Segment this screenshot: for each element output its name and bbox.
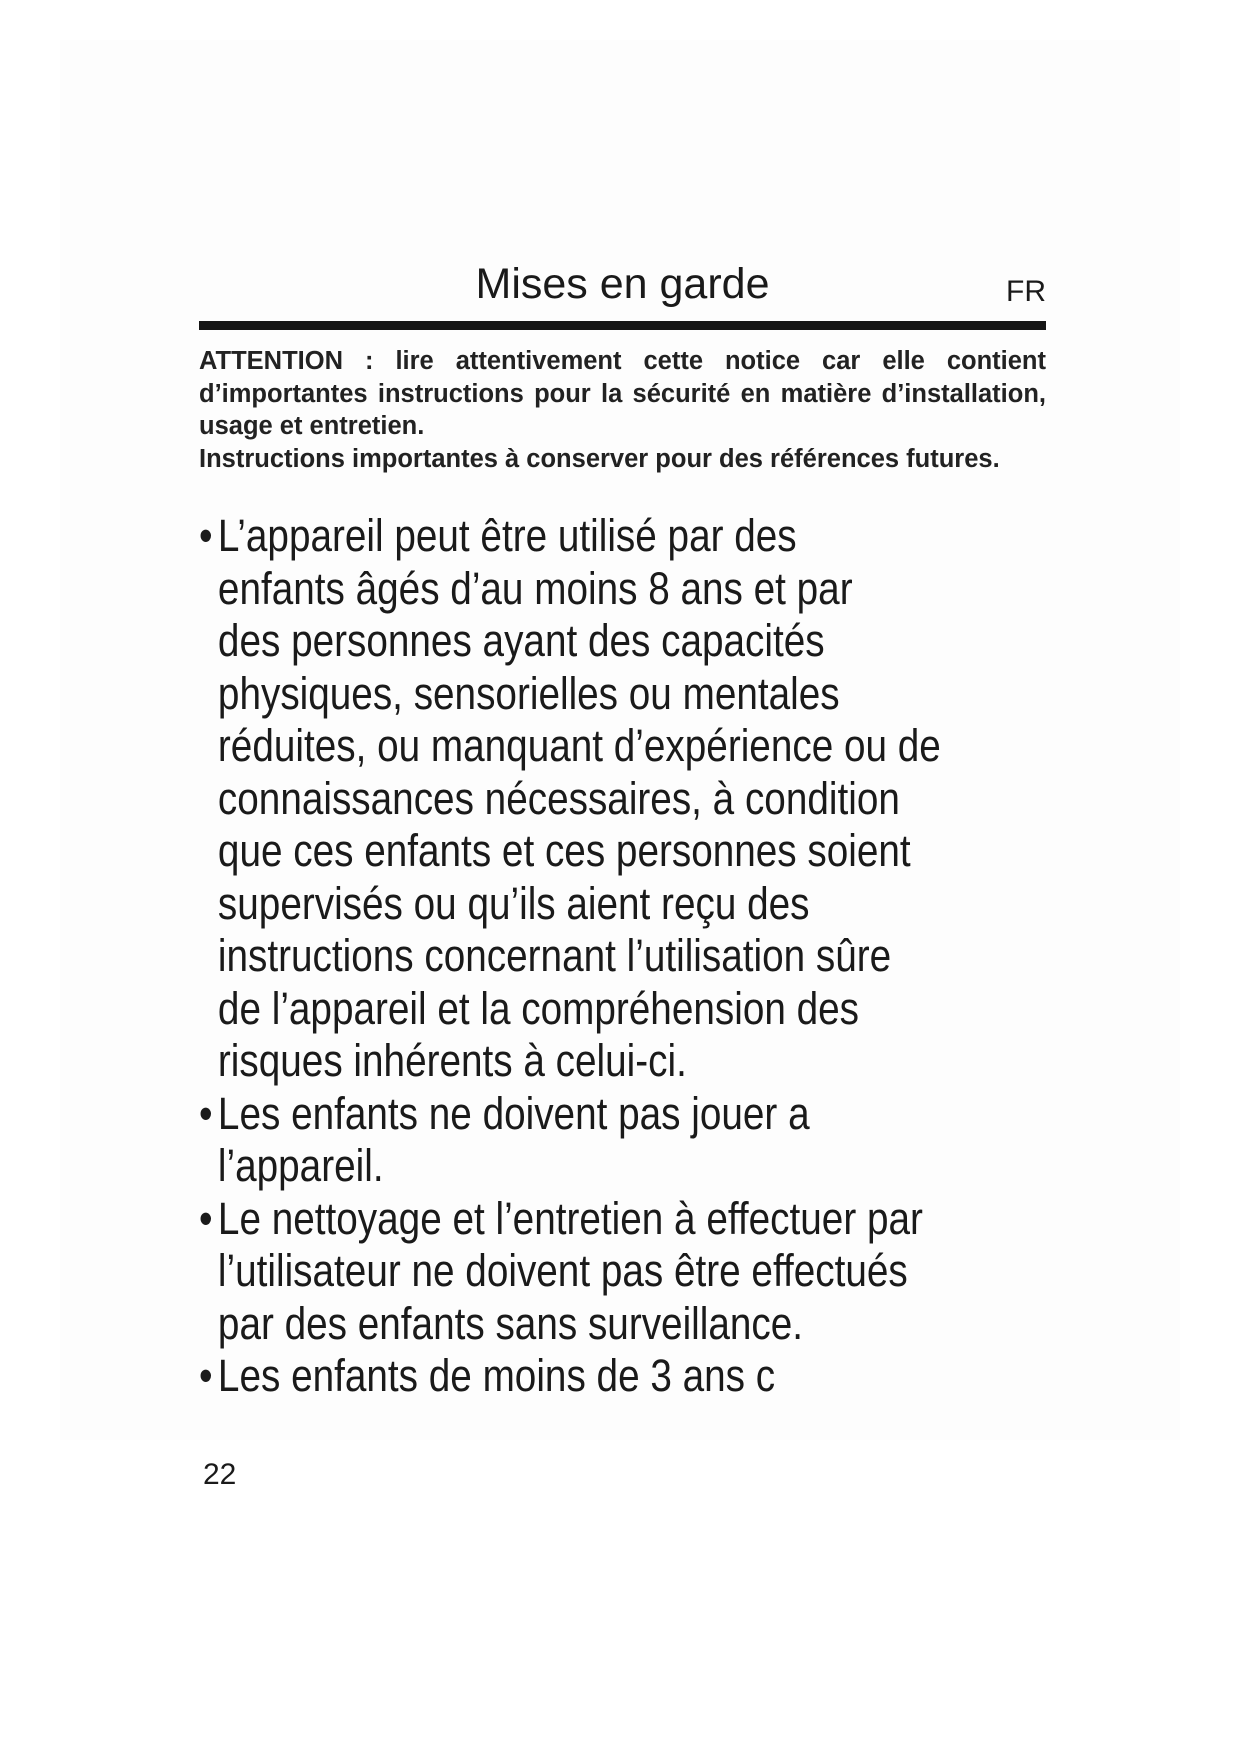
warning-line: instructions concernant l’utilisation sûre <box>217 930 892 981</box>
warnings-list <box>199 510 1059 1403</box>
attention-notice <box>199 345 1046 475</box>
warning-line: Les enfants ne doivent pas jouer a <box>217 1087 810 1139</box>
warning-text: L’appareil peut être utilisé par des <box>217 510 797 561</box>
warning-line: supervisés ou qu’ils aient reçu des <box>217 877 810 929</box>
bullet-marker: • <box>199 1192 213 1244</box>
warning-line: risques inhérents à celui-ci. <box>217 1035 687 1086</box>
warning-item <box>199 510 1059 1088</box>
warning-line: l’appareil. <box>217 1140 384 1191</box>
page-header <box>199 255 1046 315</box>
bullet-marker: • <box>199 1350 213 1401</box>
warning-line: Le nettoyage et l’entretien à effectuer par <box>217 1192 923 1244</box>
bullet-marker: • <box>199 1087 213 1139</box>
warning-item <box>199 1088 1059 1193</box>
warning-line: Les enfants de moins de 3 ans c <box>217 1350 776 1401</box>
bullet-marker: • <box>199 510 213 561</box>
warning-line: des personnes ayant des capacités <box>217 615 825 666</box>
warning-item <box>199 1350 1059 1403</box>
warning-line: physiques, sensorielles ou mentales <box>217 667 840 719</box>
warning-line: l’utilisateur ne doivent pas être effectués <box>217 1245 908 1296</box>
page-number: 22 <box>203 1458 237 1491</box>
warning-line: que ces enfants et ces personnes soient <box>217 825 911 876</box>
warning-line: de l’appareil et la compréhension des <box>217 982 860 1034</box>
warning-item <box>199 1193 1059 1351</box>
warning-line: réduites, ou manquant d’expérience ou de <box>217 720 941 771</box>
warning-line: enfants âgés d’au moins 8 ans et par <box>217 562 853 614</box>
warning-line: par des enfants sans surveillance. <box>217 1297 804 1349</box>
attention-paragraph: ATTENTION : lire attentivement cette notice car elle contient d’importantes instructions pour la sécurité en matière d’installation, usage et entretien. <box>199 347 1046 440</box>
header-divider <box>199 321 1046 330</box>
warning-line <box>218 510 934 563</box>
warning-line: connaissances nécessaires, à condition <box>217 772 900 824</box>
language-code: FR <box>1006 275 1046 308</box>
page-title: Mises en garde <box>475 260 770 308</box>
keep-instructions-paragraph: Instructions importantes à conserver pour des références futures. <box>199 444 1000 473</box>
